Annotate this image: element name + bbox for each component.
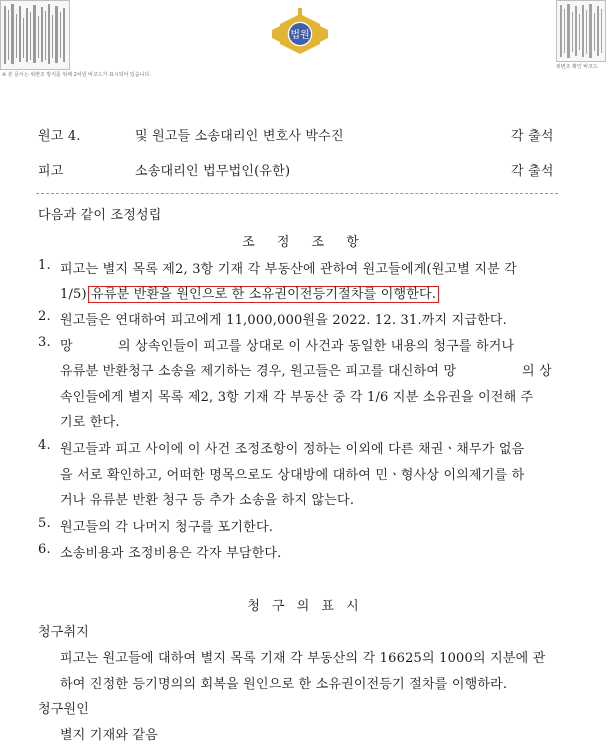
defendant-status: 각 출석 [511,164,554,179]
claims-heading: 청 구 의 표 시 [247,599,363,614]
terms-heading: 조 정 조 항 [242,235,368,250]
plaintiff-4-label: 원고 4. [38,129,81,144]
term-3-line-2: 유류분 반환청구 소송을 제기하는 경우, 원고들은 피고를 대신하여 망 [60,364,457,379]
term-3-line-4: 기로 한다. [60,415,120,430]
plaintiff-4-counsel: 및 원고들 소송대리인 변호사 박수진 [135,129,344,144]
term-4-number: 4. [38,438,51,453]
plaintiff-4-status: 각 출석 [511,129,554,144]
term-1-highlight: 유류분 반환을 원인으로 한 소유권이전등기절차를 이행한다. [88,286,439,303]
term-3-prefix: 망 [60,339,73,354]
divider [36,193,558,194]
defendant-label: 피고 [38,164,64,179]
term-3-line-1: 의 상속인들이 피고를 상대로 이 사건과 동일한 내용의 청구를 하거나 [118,339,515,354]
term-4-line-2: 을 서로 확인하고, 어떠한 명목으로도 상대방에 대하여 민ㆍ형사상 이의제기를 하 [60,468,525,483]
stamp-note-right: 위변조 확인 바코드 [556,64,598,70]
term-4-line-1: 원고들과 피고 사이에 이 사건 조정조항이 정하는 이외에 다른 채권ㆍ채무가 없음 [60,442,525,457]
term-2-number: 2. [38,309,51,324]
term-1-line-1: 피고는 별지 목록 제2, 3항 기재 각 부동산에 관하여 원고들에게(원고별 지분 각 [60,262,517,277]
court-seal-icon [268,8,332,60]
claim-cause-label: 청구원인 [38,702,90,717]
claim-purpose-line-2: 하여 진정한 등기명의의 회복을 원인으로 한 소유권이전등기 절차를 이행하라. [60,677,508,692]
term-4-line-3: 거나 유류분 반환 청구 등 추가 소송을 하지 않는다. [60,493,355,508]
term-2-line-1: 원고들은 연대하여 피고에게 11,000,000원을 2022. 12. 31.까지 지급한다. [60,313,508,328]
term-1-line-2 [60,283,439,302]
term-1-number: 1. [38,258,51,273]
term-5-number: 5. [38,516,51,531]
barcode-stamp-icon [556,0,606,62]
term-3-number: 3. [38,335,51,350]
claim-cause-text: 별지 기재와 같음 [60,728,158,743]
stamp-note-left: ※ 본 문서는 위변조 방지를 위해 2차원 바코드가 표시되어 있습니다. [2,72,151,78]
term-3-line-3: 속인들에게 별지 목록 제2, 3항 기재 각 부동산 중 각 1/6 지분 소유권을 이전해 주 [60,390,534,405]
term-1-share: 1/5) [60,287,87,302]
claim-purpose-line-1: 피고는 원고들에 대하여 별지 목록 기재 각 부동산의 각 16625의 1000의 지분에 관 [60,651,546,666]
claim-purpose-label: 청구취지 [38,625,90,640]
intro-text: 다음과 같이 조정성립 [38,208,162,223]
term-5-line-1: 원고들의 각 나머지 청구를 포기한다. [60,520,274,535]
term-6-number: 6. [38,542,51,557]
barcode-stamp-icon [0,0,70,70]
term-3-line-2-end: 의 상 [522,364,552,379]
term-6-line-1: 소송비용과 조정비용은 각자 부담한다. [60,546,282,561]
seal-text: 법원 [290,30,310,41]
defendant-counsel: 소송대리인 법무법인(유한) [135,164,291,179]
